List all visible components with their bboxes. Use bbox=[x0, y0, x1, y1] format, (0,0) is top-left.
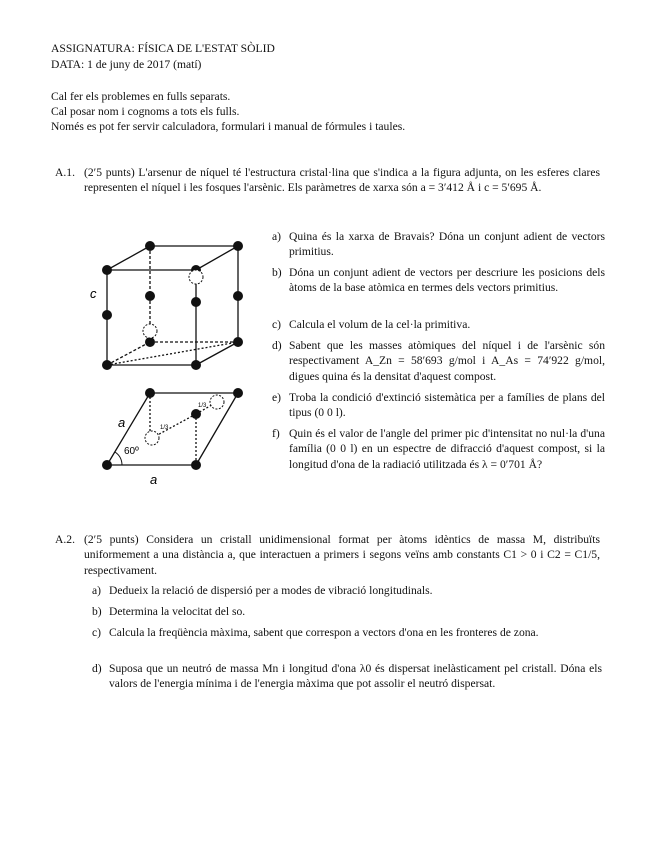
subject-title: ASSIGNATURA: FÍSICA DE L'ESTAT SÒLID bbox=[51, 42, 275, 55]
problem-1-number: A.1. bbox=[55, 166, 75, 179]
part-label: a) bbox=[92, 584, 102, 597]
problem-2-number: A.2. bbox=[55, 533, 75, 546]
problem-1-part-a bbox=[272, 229, 605, 260]
problem-2-part-c bbox=[92, 625, 602, 640]
rule-3: Només es pot fer servir calculadora, formulari i manual de fórmules i taules. bbox=[51, 120, 406, 133]
part-label: c) bbox=[272, 318, 282, 331]
label-angle: 60º bbox=[124, 446, 139, 457]
problem-1-part-c bbox=[272, 317, 605, 332]
part-text: Quina és la xarxa de Bravais? Dóna un conjunt adient de vectors primitius. bbox=[289, 230, 605, 259]
part-text: Calcula la freqüència màxima, sabent que correspon a vectors d'ona en les fronteres de zona. bbox=[109, 626, 539, 639]
problem-1-part-f bbox=[272, 426, 605, 472]
problem-1-part-e bbox=[272, 390, 605, 421]
part-label: d) bbox=[272, 339, 282, 352]
nickel-atoms bbox=[143, 270, 224, 445]
unit-cell-box bbox=[107, 246, 238, 365]
part-text: Quin és el valor de l'angle del primer pic d'intensitat no nul·la d'una família (0 0 l) en un espectre de difracció d'aquest compost, si la longitud d'ona de la radiació utilitzada és λ = 0′701 Å? bbox=[289, 427, 605, 471]
exam-date: DATA: 1 de juny de 2017 (matí) bbox=[51, 58, 202, 71]
problem-1-part-d bbox=[272, 338, 605, 384]
part-label: c) bbox=[92, 626, 102, 639]
part-label: f) bbox=[272, 427, 280, 440]
label-third-2: 1/3 bbox=[198, 403, 207, 409]
part-text: Dóna un conjunt adient de vectors per descriure les posicions dels àtoms de la base atòmica en termes dels vectors primitius. bbox=[289, 266, 605, 295]
problem-1-statement: (2′5 punts) L'arsenur de níquel té l'estructura cristal·lina que s'indica a la figura adjunta, on les esferes clares representen el níquel i les fosques l'arsènic. Els paràmetres de xarxa són a = 3′412 Å i c = 5′695 Å. bbox=[84, 166, 600, 195]
part-label: d) bbox=[92, 662, 102, 675]
crystal-structure-figure bbox=[80, 232, 260, 487]
arsenic-atoms bbox=[102, 241, 243, 470]
part-label: b) bbox=[272, 266, 282, 279]
problem-1-part-b bbox=[272, 265, 605, 296]
label-third-1: 1/3 bbox=[160, 425, 169, 431]
label-c: c bbox=[90, 286, 97, 301]
part-text: Dedueix la relació de dispersió per a modes de vibració longitudinals. bbox=[109, 584, 433, 597]
part-text: Sabent que les masses atòmiques del níquel i de l'arsènic són respectivament A_Zn = 58′693 g/mol i A_As = 74′922 g/mol, digues quina és la densitat d'aquest compost. bbox=[289, 339, 605, 383]
problem-2-part-b bbox=[92, 604, 602, 619]
problem-2-part-d bbox=[92, 661, 602, 692]
problem-2-part-a bbox=[92, 583, 602, 598]
label-a-side: a bbox=[118, 415, 126, 430]
part-text: Determina la velocitat del so. bbox=[109, 605, 246, 618]
part-text: Calcula el volum de la cel·la primitiva. bbox=[289, 318, 471, 331]
problem-2-statement: (2′5 punts) Considera un cristall unidimensional format per àtoms idèntics de massa M, distribuïts uniformement a una distància a, que interactuen a primers i segons veïns amb constants C1 > 0 i C2 = C1/5, respectivament. bbox=[84, 533, 600, 577]
part-label: e) bbox=[272, 391, 282, 404]
part-label: b) bbox=[92, 605, 102, 618]
part-label: a) bbox=[272, 230, 282, 243]
rule-2: Cal posar nom i cognoms a tots els fulls. bbox=[51, 105, 240, 118]
part-text: Suposa que un neutró de massa Mn i longitud d'ona λ0 és dispersat inelàsticament pel cristall. Dóna els valors de l'energia mínima i de l'energia màxima que pot assolir el neutró dispersat. bbox=[109, 662, 602, 691]
label-a-bottom: a bbox=[150, 472, 158, 487]
rule-1: Cal fer els problemes en fulls separats. bbox=[51, 90, 231, 103]
part-text: Troba la condició d'extinció sistemàtica per a famílies de plans del tipus (0 0 l). bbox=[289, 391, 605, 420]
